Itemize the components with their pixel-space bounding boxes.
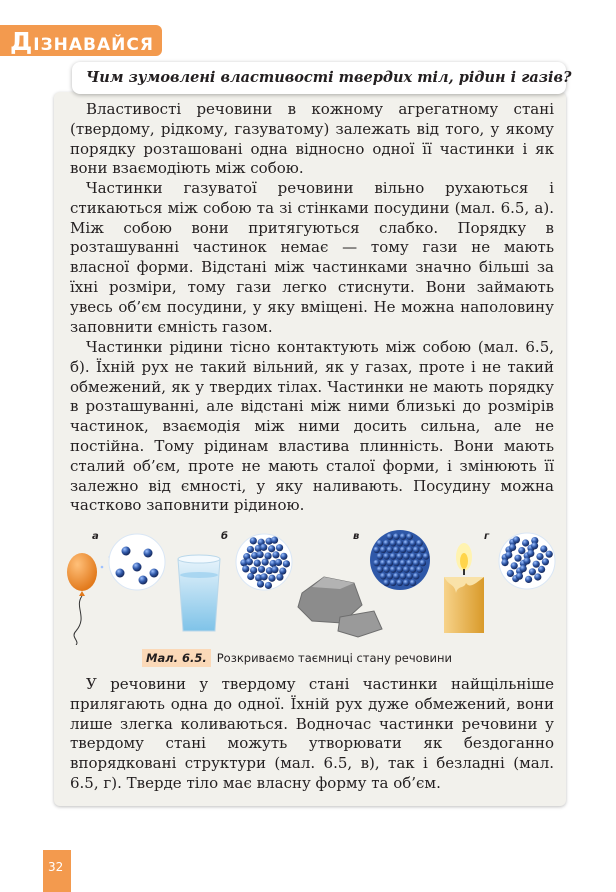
rock-icon: [298, 577, 382, 637]
page-number: 32: [48, 860, 64, 874]
section-banner: [0, 25, 162, 56]
figure-label-v: в: [353, 531, 360, 542]
question-bar: [72, 62, 572, 94]
paragraph-1: Властивості речовини в кожному агрегатному стані (твердому, рідкому, газуватому) залежать від того, у якому порядку розташовані одна відносно одної її частинки і як вони взаємодіють між собою.: [70, 100, 554, 178]
question-text: Чим зумовлені властивості твердих тіл, рідин і газів?: [86, 69, 572, 86]
figure-caption-text: Розкриваємо таємниці стану речовини: [216, 651, 452, 665]
paragraph-4: У речовини у твердому стані частинки найщільніше прилягають одна до одної. Їхній рух дуже обмежений, вони лише злегка коливаються. Водночас частинки речовини у твердому стані можуть утворювати як бездоганно впорядковані структури (мал. 6.5, в), так і безладні (мал. 6.5, г). Тверде тіло має власну форму та об’єм.: [70, 675, 554, 792]
figure-6-5: [62, 527, 562, 645]
figure-caption-label: Мал. 6.5.: [142, 649, 211, 667]
ordered-solid-particles-icon: [370, 530, 430, 590]
gas-particles-icon: [109, 534, 165, 590]
glass-of-water-icon: [178, 555, 220, 631]
figure-label-a: а: [92, 531, 99, 542]
liquid-particles-icon: [236, 534, 292, 590]
figure-label-g: г: [484, 531, 490, 542]
amorphous-solid-particles-icon: [499, 533, 555, 589]
section-banner-title: ДІЗНАВАЙСЯ: [10, 27, 154, 56]
figure-caption: [142, 651, 452, 665]
page-number-tab: [43, 850, 71, 892]
balloon-icon: [67, 553, 97, 645]
paragraph-2: Частинки газуватої речовини вільно рухаються і стикаються між собою та зі стінками посудини (мал. 6.5, а). Між собою вони притягуються слабко. Порядку в розташуванні частинок немає — тому гази не мають власної форми. Відстані між частинками значно більші за їхні розміри, тому гази легко стиснути. Вони займають увесь об’єм посудини, у яку вміщені. Не можна наполовину заповнити ємність газом.: [70, 179, 554, 336]
paragraph-3: Частинки рідини тісно контактують між собою (мал. 6.5, б). Їхній рух не такий вільний, як у газах, проте і не такий обмежений, як у твердих тілах. Частинки не мають порядку в розташуванні, але відстані між ними близькі до розмірів частинок, взаємодія між ними досить сильна, але не постійна. Тому рідинам властива плинність. Вони мають сталий об’єм, проте не мають сталої форми, і змінюють її залежно від ємності, у яку наливають. Посудину можна частково заповнити рідиною.: [70, 338, 554, 515]
figure-label-b: б: [221, 531, 228, 542]
candle-icon: [444, 543, 484, 633]
